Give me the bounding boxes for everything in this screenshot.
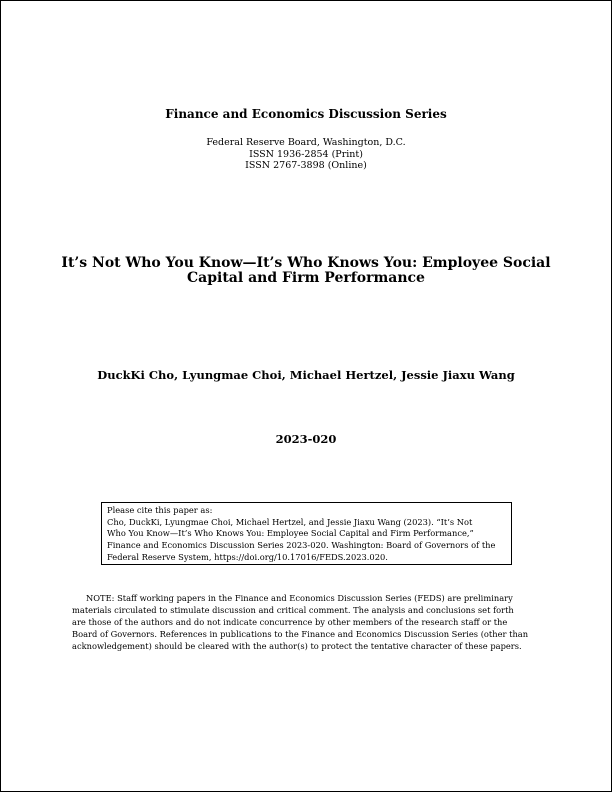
- note-line: materials circulated to stimulate discussion and critical comment. The analysis and conclusions set forth: [72, 605, 514, 615]
- publisher-name: Federal Reserve Board, Washington, D.C.: [206, 137, 406, 148]
- series-title: Finance and Economics Discussion Series: [165, 107, 447, 121]
- citation-heading: Please cite this paper as:: [107, 505, 213, 515]
- disclaimer-note: [72, 592, 540, 652]
- citation-line: Federal Reserve System, https://doi.org/10.17016/FEDS.2023.020.: [107, 551, 388, 562]
- paper-title-line-2: Capital and Firm Performance: [187, 270, 425, 286]
- note-line: acknowledgement) should be cleared with the author(s) to protect the tentative character of these papers.: [72, 641, 522, 651]
- citation-line: Finance and Economics Discussion Series 2023-020. Washington: Board of Governors of the: [107, 540, 496, 551]
- issn-print: ISSN 1936-2854 (Print): [249, 148, 363, 160]
- paper-number: 2023-020: [275, 432, 337, 446]
- note-line: are those of the authors and do not indicate concurrence by other members of the research staff or the: [72, 617, 508, 627]
- author-list: DuckKi Cho, Lyungmae Choi, Michael Hertzel, Jessie Jiaxu Wang: [97, 368, 515, 382]
- citation-line: Cho, DuckKi, Lyungmae Choi, Michael Hertzel, and Jessie Jiaxu Wang (2023). “It’s Not: [107, 516, 473, 527]
- publisher-block: [0, 137, 612, 172]
- paper-title: [56, 256, 556, 286]
- citation-box: [101, 502, 512, 565]
- issn-online: ISSN 2767-3898 (Online): [245, 160, 367, 171]
- note-line: Board of Governors. References in publications to the Finance and Economics Discussion Series (other than: [72, 629, 529, 639]
- note-line: NOTE: Staff working papers in the Finance and Economics Discussion Series (FEDS) are preliminary: [86, 593, 513, 603]
- paper-title-line-1: It’s Not Who You Know—It’s Who Knows You: Employee Social: [61, 255, 551, 271]
- citation-line: Who You Know—It’s Who Knows You: Employee Social Capital and Firm Performance,”: [107, 528, 474, 539]
